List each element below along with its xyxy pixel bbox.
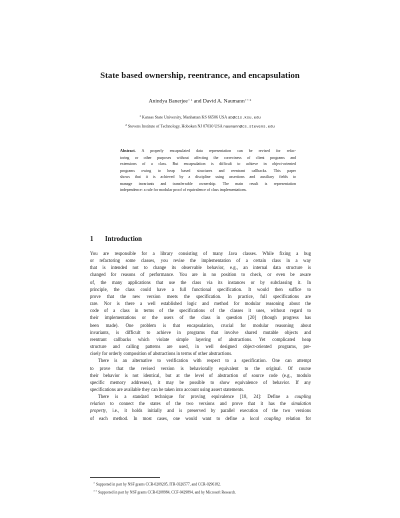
body-line: structure and calling patterns are used, in well designed object-oriented programs, pre- [90,345,311,351]
affiliation-text: Stevens Institute of Technology, Hoboken NJ 07030 USA [127,123,223,129]
author-2: David A. Naumann [202,98,245,105]
affiliation [0,113,400,122]
body-line: rare. Nor is there a well established logic and method for modular reasoning about the [90,302,311,308]
body-line: cisely for orderly composition of abstractions in terms of other abstractions. [90,352,233,358]
footnote-rule [90,477,160,478]
body-line: specific memory addresses), it may be possible to show equivalence of behavior. If any [90,380,311,386]
body-line: to prove that the revised version is behaviorally equivalent to the original. Of course [90,366,311,372]
affiliations [0,113,400,131]
body-line: their implementations or the users of the class in question [20] (though progress has [90,316,311,322]
abstract [120,148,296,194]
abstract-line: Abstract. A properly encapsulated data representation can be revised for refac- [120,148,296,153]
footnotes [90,480,311,496]
abstract-line: shows that it is achieved by a discipline using assertions and auxiliary fields to [120,174,296,180]
author-1-mark: ⋆ 1 [187,98,193,102]
body-line: of each method. In most cases, one would want to define a local coupling relation for [90,416,311,422]
body-line: relation to connect the states of the two versions and prove that it has the simulation [90,402,311,408]
body-line: prove that the new version meets the specification. In practice, full specifications are [90,294,311,300]
body-text [90,251,311,423]
body-line: changed for reasons of performance. You are in no position to check, or even be aware [90,273,311,279]
body-line: invariants, is difficult to achieve in programs that involve shared mutable objects and [90,330,311,336]
body-line: specifications are available they can be taken into account using assert statements. [90,387,245,393]
body-line: that is intended not to change its observable behavior, e.g., an internal data structure is [90,266,311,272]
footnote: ⋆⋆ Supported in part by NSF grants CCR-0208984, CCF-0429894, and by Microsoft Research. [93,488,237,495]
abstract-line: extensions of a class. But encapsulation is difficult to achieve in object-oriented [120,161,296,167]
body-line: been made). One problem is that encapsulation, crucial for modular reasoning about [90,323,311,329]
affiliation-text: Kansas State University, Manhattan KS 66506 USA [141,114,228,120]
affiliation-email[interactable]: ab@cis.ksu.edu [228,116,261,121]
abstract-line: programs owing to heap based structures and reentrant callbacks. This paper [120,167,296,173]
author-1: Anindya Banerjee [148,98,188,105]
affiliation-number: 1 [139,114,141,118]
abstract-line: independence: a rule for modular proof of equivalence of class implementations. [120,187,247,193]
footnote: ⋆ Supported in part by NSF grants CCR-0209205, ITR-0326577, and CCR-0296182. [93,481,221,487]
affiliation-number: 2 [125,123,127,128]
section-heading [90,236,142,243]
section-number: 1 [90,236,94,243]
footnote-mark: ⋆⋆ [93,488,98,493]
body-line: their behavior is not identical, but at the level of abstraction of source code (e.g., modulo [90,373,311,379]
body-line: code of a class in terms of the specifications of the classes it uses, without regard to [90,309,311,315]
abstract-line: manage invariants and transferrable ownership. The main result is representation [120,180,296,186]
author-2-mark: ⋆⋆ 2 [244,98,252,102]
author-line [0,98,400,105]
affiliation [0,122,400,131]
body-line: There is an alternative to verification with respect to a specification. One can attempt [98,359,311,365]
body-line: There is a standard technique for proving equivalence [18, 24]: Define a coupling [98,395,311,401]
body-line: or refactoring some classes, you revise the implementation of a certain class in a way [90,259,311,265]
abstract-label: Abstract. [120,148,136,153]
body-line: of, the many applications that use the class via its instances or by subclassing it. In [90,280,311,286]
abstract-line: toring or other purposes without affecting the correctness of client programs and [120,154,296,160]
footnote-mark: ⋆ [93,481,96,485]
body-line: You are responsible for a library consisting of many Java classes. While fixing a bug [90,252,311,257]
body-line: property, i.e., it holds initially and is preserved by parallel execution of the two versions [90,409,311,415]
body-line: reentrant callbacks which violate simple layering of abstractions. Yet complicated heap [90,337,311,343]
affiliation-email[interactable]: naumann@cs.stevens.edu [223,125,275,130]
paper-title: State based ownership, reentrance, and encapsulation [100,70,300,80]
author-conjunction: and [193,98,202,105]
body-line: principle, the class could have a full functional specification. It would then suffice to [90,287,311,293]
section-title: Introduction [105,236,142,243]
